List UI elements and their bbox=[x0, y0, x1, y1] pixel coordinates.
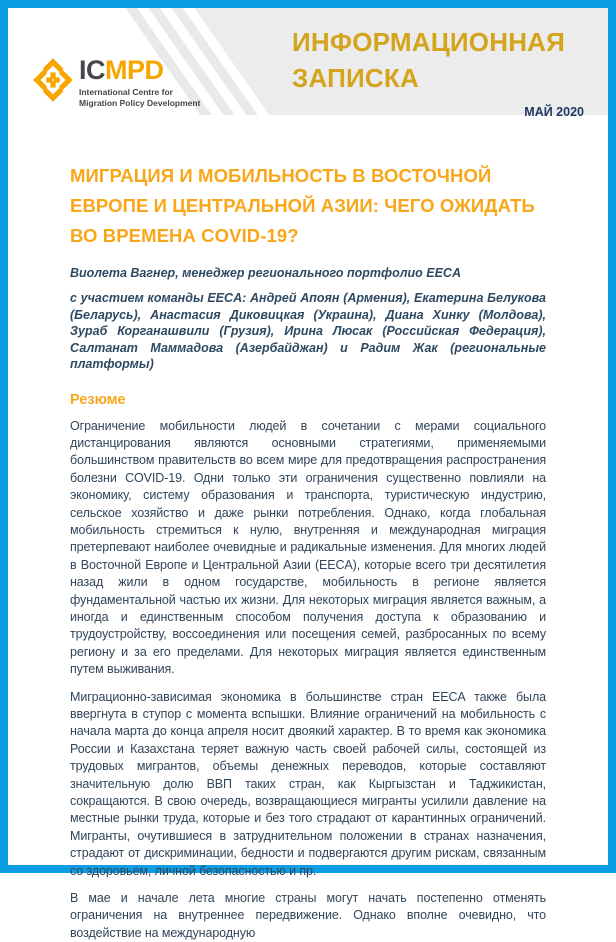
header-band bbox=[8, 8, 608, 119]
summary-paragraph-1: Ограничение мобильности людей в сочетании с мерами социального дистанцирования являются основными стратегиями, применяемыми большинством правительств во всем мире для предотвращения распространения болезни COVID-19. Одни только эти ограничения существенно повлияли на экономику, систему образования и транспорта, туристическую индустрию, сельское хозяйство и даже рынки потребления. Однако, когда глобальная мобильность стремиться к нулю, внутренняя и международная миграция претерпевают наиболее очевидные и радикальные изменения. Для многих людей в Восточной Европе и Центральной Азии (EECA), которые всего три десятилетия назад жили в одном государстве, мобильность в регионе является фундаментальной частью их жизни. Для некоторых миграция является важным, а иногда и единственным способом получения доступа к образованию и трудоустройству, воссоединения или посещения семей, разбросанных по всему региону и за его пределами. Для некоторых миграция является единственным путем выживания. bbox=[70, 418, 546, 677]
author-byline: Виолета Вагнер, менеджер регионального портфолио EECA bbox=[70, 266, 461, 280]
arrows-cross-icon bbox=[34, 58, 72, 102]
document-type-title bbox=[292, 24, 584, 96]
header-right bbox=[292, 24, 584, 119]
page-title: МИГРАЦИЯ И МОБИЛЬНОСТЬ В ВОСТОЧНОЙ ЕВРОПЕ И ЦЕНТРАЛЬНОЙ АЗИИ: ЧЕГО ОЖИДАТЬ ВО ВРЕМЕНА COVID-19? bbox=[70, 165, 535, 246]
team-credits: с участием команды EECA: Андрей Апоян (Армения), Екатерина Белукова (Беларусь), Анастасия Диковицкая (Украина), Диана Хинку (Молдова), Зураб Корганашвили (Грузия), Ирина Люсак (Российская Федерация), Салтанат Маммадова (Азербайджан) и Радим Жак (региональные платформы) bbox=[70, 291, 546, 371]
logo-wordmark-ic: IC bbox=[79, 55, 105, 85]
logo-subtitle bbox=[79, 87, 200, 108]
icmpd-logo bbox=[34, 56, 200, 108]
summary-paragraph-3: В мае и начале лета многие страны могут начать постепенно отменять ограничения на внутреннее передвижение. Однако вполне очевидно, что воздействие на международную bbox=[70, 891, 546, 940]
section-heading-summary: Резюме bbox=[70, 391, 126, 408]
document-type-line1: ИНФОРМАЦИОННАЯ bbox=[292, 27, 566, 57]
logo-subtitle-line1: International Centre for bbox=[79, 87, 173, 97]
logo-subtitle-line2: Migration Policy Development bbox=[79, 97, 201, 108]
summary-paragraph-2: Миграционно-зависимая экономика в большинстве стран EECA также была ввергнута в ступор с момента вспышки. Влияние ограничений на мобильность с начала марта до конца апреля носит двоякий характер. В то время как экономика России и Казахстана теряет важную часть своей рабочей силы, состоящей из трудовых мигрантов, объемы денежных переводов, которые составляют значительную долю ВВП таких стран, как Кыргызстан и Таджикистан, сокращаются. В свою очередь, возвращающиеся мигранты усилили давление на местные рынки труда, которые и без того страдают от карантинных ограничений. Мигранты, очутившиеся в затруднительном положении в странах назначения, страдают от дискриминации, бедности и подвергаются другим рискам, связанным со здоровьем, личной безопасностью и пр. bbox=[70, 689, 546, 878]
document-content bbox=[8, 115, 608, 942]
logo-text bbox=[79, 56, 200, 108]
logo-wordmark-mpd: MPD bbox=[105, 55, 164, 85]
document-type-line2: ЗАПИСКА bbox=[292, 63, 419, 93]
issue-date: МАЙ 2020 bbox=[524, 105, 584, 119]
logo-wordmark bbox=[79, 56, 200, 84]
